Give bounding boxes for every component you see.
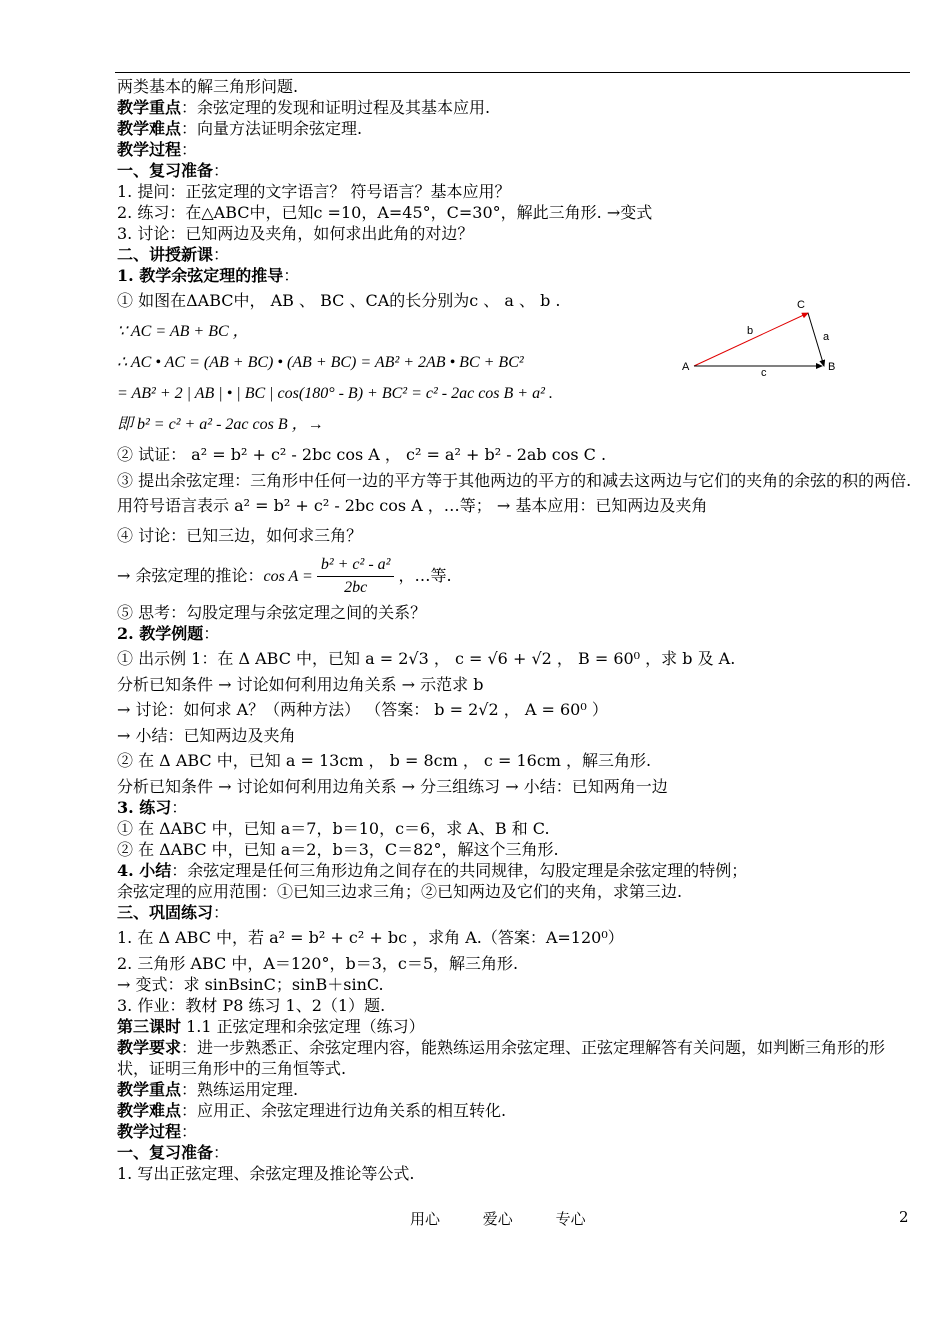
section-heading: 2. 教学例题：	[117, 624, 220, 643]
text-line: ① 出示例 1：在 Δ ABC 中，已知 a = 2√3 ， c = √6 + √2 ， B = 60⁰ ，求 b 及 A.	[117, 649, 736, 668]
text-line: 1. 写出正弦定理、余弦定理及推论等公式.	[117, 1164, 415, 1183]
text-line: 2. 三角形 ABC 中，A＝120°，b＝3，c＝5，解三角形.	[117, 954, 519, 973]
document-body	[117, 76, 912, 1184]
text-line: 两类基本的解三角形问题.	[117, 77, 299, 96]
section-heading: 一、复习准备：	[117, 1143, 230, 1162]
text-line: 1. 提问：正弦定理的文字语言？ 符号语言？基本应用？	[117, 182, 511, 201]
vertex-label: B	[828, 361, 836, 373]
footer-motto: 爱心	[482, 1210, 513, 1228]
page-footer	[0, 1208, 950, 1232]
side-label: a	[823, 331, 830, 343]
formula-line: ∴ AC • AC = (AB + BC) • (AB + BC) = AB² + 2AB • BC + BC²	[117, 354, 524, 371]
vector-cb	[808, 313, 824, 366]
fraction: $\frac{\text{b² + c² - a²}}{2bc}$	[317, 554, 395, 599]
section-heading: 1. 教学余弦定理的推导：	[117, 266, 300, 285]
formula-line: 即 b² = c² + a² - 2ac cos B ，→	[117, 416, 324, 433]
section-heading: 教学过程：	[117, 1122, 198, 1141]
text-line: ④ 讨论：已知三边，如何求三角？	[117, 526, 363, 545]
formula-line: 用符号语言表示 a² = b² + c² - 2bc cos A ，…等； → 基本应用：已知两边及夹角	[117, 496, 708, 515]
text-line: 分析已知条件 → 讨论如何利用边角关系 → 分三组练习 → 小结：已知两角一边	[117, 777, 668, 796]
text-line: 3. 作业：教材 P8 练习 1、2（1）题.	[117, 996, 386, 1015]
side-label: c	[761, 367, 767, 376]
footer-motto: 专心	[555, 1210, 586, 1228]
vertex-label: C	[797, 299, 805, 311]
text-line: ③ 提出余弦定理：三角形中任何一边的平方等于其他两边的平方的和减去这两边与它们的夹角的余弦的积的两倍.	[117, 471, 912, 490]
text-line: 余弦定理的应用范围：①已知三边求三角；②已知两边及它们的夹角，求第三边.	[117, 882, 683, 901]
formula-line: ∵ AC = AB + BC ，	[117, 323, 249, 340]
section-heading: 二、讲授新课：	[117, 245, 230, 264]
vector-ac	[694, 313, 808, 366]
triangle-vector-figure	[680, 296, 840, 376]
section-heading: 第三课时 1.1 正弦定理和余弦定理（练习）	[117, 1017, 425, 1036]
formula-line: = AB² + 2 | AB | • | BC | cos(180° - B) + BC² = c² - 2ac cos B + a² .	[117, 385, 553, 402]
text-line: 3. 讨论：已知两边及夹角，如何求出此角的对边？	[117, 224, 474, 243]
text-line: 分析已知条件 → 讨论如何利用边角关系 → 示范求 b	[117, 675, 484, 694]
text-line: 教学重点：余弦定理的发现和证明过程及其基本应用.	[117, 98, 491, 117]
text-line: ② 在 ΔABC 中，已知 a＝2，b＝3，C＝82°，解这个三角形.	[117, 840, 559, 859]
formula-line: ② 试证： a² = b² + c² - 2bc cos A ， c² = a² + b² - 2ab cos C .	[117, 445, 607, 464]
text-line: → 讨论：如何求 A？（两种方法） （答案： b = 2√2 ， A = 60⁰ ）	[117, 700, 608, 719]
text-line: 1. 在 Δ ABC 中，若 a² = b² + c² + bc ，求角 A.（答案：A=120⁰）	[117, 928, 624, 947]
section-heading: 三、巩固练习：	[117, 903, 230, 922]
text-line: ⑤ 思考：勾股定理与余弦定理之间的关系？	[117, 603, 427, 622]
vertex-label: A	[682, 361, 690, 373]
header-rule	[115, 72, 910, 73]
text-line: 4. 小结：余弦定理是任何三角形边角之间存在的共同规律，勾股定理是余弦定理的特例；	[117, 861, 748, 880]
footer-mottos	[410, 1208, 624, 1229]
page-number: 2	[899, 1208, 909, 1226]
formula-line: → 余弦定理的推论：cos A = $\frac{\text{b² + c² - a²}}{2bc}$ ，…等.	[117, 551, 912, 602]
text-line: ① 在 ΔABC 中，已知 a＝7，b＝10，c＝6，求 A、B 和 C.	[117, 819, 550, 838]
text-line: ① 如图在ΔABC中， AB 、 BC 、CA的长分别为c 、 a 、 b .	[117, 291, 561, 310]
text-line: 2. 练习：在△ABC中，已知c =10，A=45°，C=30°，解此三角形. →变式	[117, 203, 653, 222]
section-heading: 教学过程：	[117, 140, 198, 159]
text-line: 教学难点：向量方法证明余弦定理.	[117, 119, 363, 138]
footer-motto: 用心	[410, 1210, 441, 1228]
text-line: 教学要求：进一步熟悉正、余弦定理内容，能熟练运用余弦定理、正弦定理解答有关问题，如判断三角形的形状，证明三角形中的三角恒等式.	[117, 1038, 886, 1078]
text-line: 教学难点：应用正、余弦定理进行边角关系的相互转化.	[117, 1101, 507, 1120]
text-line: ② 在 Δ ABC 中，已知 a = 13cm ， b = 8cm ， c = 16cm ，解三角形.	[117, 751, 652, 770]
side-label: b	[747, 325, 754, 337]
text-line: 教学重点：熟练运用定理.	[117, 1080, 299, 1099]
text-line: → 变式：求 sinBsinC；sinB＋sinC.	[117, 975, 384, 994]
section-heading: 3. 练习：	[117, 798, 188, 817]
section-heading: 一、复习准备：	[117, 161, 230, 180]
text-line: → 小结：已知两边及夹角	[117, 726, 296, 745]
